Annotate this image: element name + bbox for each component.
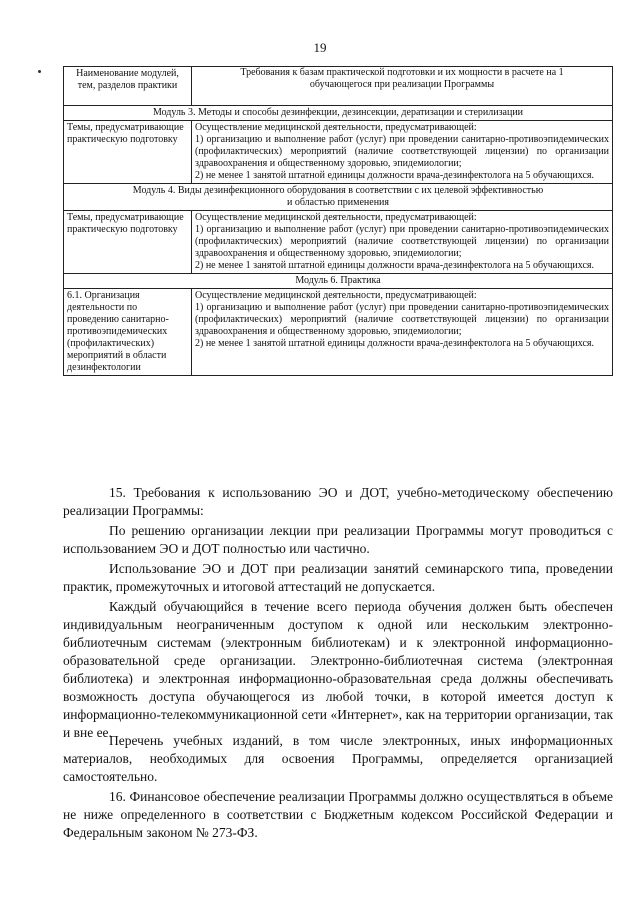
module4-topic: Темы, предусматривающие практическую подготовку	[64, 211, 192, 274]
module4-title-line2: и областью применения	[286, 197, 390, 208]
module-row	[64, 106, 613, 121]
req-item-1: 1) организацию и выполнение работ (услуг) при проведении санитарно-противоэпидемических (профилактических) мероприятий (наличие соответствующей лицензии) по организации здравоохранения и общественному здоровью, эпидемиологии;	[195, 302, 609, 337]
table-row	[64, 121, 613, 184]
header-col-modules: Наименование модулей, тем, разделов практики	[64, 67, 192, 106]
table-row	[64, 289, 613, 376]
paragraph-materials: Перечень учебных изданий, в том числе электронных, иных информационных материалов, необходимых для освоения Программы, определяется организацией самостоятельно.	[63, 733, 613, 784]
module3-topic: Темы, предусматривающие практическую подготовку	[64, 121, 192, 184]
section-15-heading: 15. Требования к использованию ЭО и ДОТ, учебно-методическому обеспечению реализации Программы:	[63, 485, 613, 518]
table-row	[64, 211, 613, 274]
header-col-requirements: Требования к базам практической подготовки и их мощности в расчете на 1 обучающегося при реализации Программы	[192, 67, 613, 106]
req-item-2: 2) не менее 1 занятой штатной единицы должности врача-дезинфектолога на 5 обучающихся.	[195, 338, 595, 349]
section-16-paragraph: 16. Финансовое обеспечение реализации Программы должно осуществляться в объеме не ниже определенного в соответствии с Бюджетным кодексом Российской Федерации и Федеральным законом № 273-ФЗ.	[63, 789, 613, 840]
module4-title	[64, 184, 613, 211]
module4-requirements	[192, 211, 613, 274]
module3-title: Модуль 3. Методы и способы дезинфекции, дезинсекции, дератизации и стерилизации	[64, 106, 613, 121]
req-item-1: 1) организацию и выполнение работ (услуг) при проведении санитарно-противоэпидемических (профилактических) мероприятий (наличие соответствующей лицензии) по организации здравоохранения и общественному здоровью, эпидемиологии;	[195, 134, 609, 169]
req-item-2: 2) не менее 1 занятой штатной единицы должности врача-дезинфектолога на 5 обучающихся.	[195, 260, 595, 271]
req-intro: Осуществление медицинской деятельности, предусматривающей:	[195, 290, 477, 301]
requirements-table	[63, 66, 613, 376]
module6-title: Модуль 6. Практика	[64, 274, 613, 289]
paragraph-seminars: Использование ЭО и ДОТ при реализации занятий семинарского типа, проведении практик, промежуточных и итоговой аттестаций не допускается.	[63, 561, 613, 594]
req-intro: Осуществление медицинской деятельности, предусматривающей:	[195, 212, 477, 223]
table-header-row	[64, 67, 613, 106]
paragraph-access: Каждый обучающийся в течение всего периода обучения должен быть обеспечен индивидуальным неограниченным доступом к одной или нескольким электронно-библиотечным системам (электронным библиотекам) и к электронной информационно-образовательной среде организации. Электронно-библиотечная система (электронная библиотека) и электронная информационно-образовательная среда должны обеспечивать возможность доступа обучающегося из любой точки, в которой имеется доступ к информационно-телекоммуникационной сети «Интернет», как на территории организации, так и вне ее.	[63, 599, 613, 740]
module6-requirements	[192, 289, 613, 376]
paragraph-lectures: По решению организации лекции при реализации Программы могут проводиться с использованием ЭО и ДОТ полностью или частично.	[63, 523, 613, 556]
module3-requirements	[192, 121, 613, 184]
module-row	[64, 184, 613, 211]
module6-topic: 6.1. Организация деятельности по проведению санитарно-противоэпидемических (профилактических) мероприятий в области дезинфектологии	[64, 289, 192, 376]
module-row	[64, 274, 613, 289]
module4-title-line1: Модуль 4. Виды дезинфекционного оборудования в соответствии с их целевой эффективностью	[132, 185, 544, 196]
req-intro: Осуществление медицинской деятельности, предусматривающей:	[195, 122, 477, 133]
req-item-2: 2) не менее 1 занятой штатной единицы должности врача-дезинфектолога на 5 обучающихся.	[195, 170, 595, 181]
page-number: 19	[313, 40, 327, 55]
req-item-1: 1) организацию и выполнение работ (услуг) при проведении санитарно-противоэпидемических (профилактических) мероприятий (наличие соответствующей лицензии) по организации здравоохранения и общественному здоровью, эпидемиологии;	[195, 224, 609, 259]
scan-speck	[38, 70, 41, 73]
